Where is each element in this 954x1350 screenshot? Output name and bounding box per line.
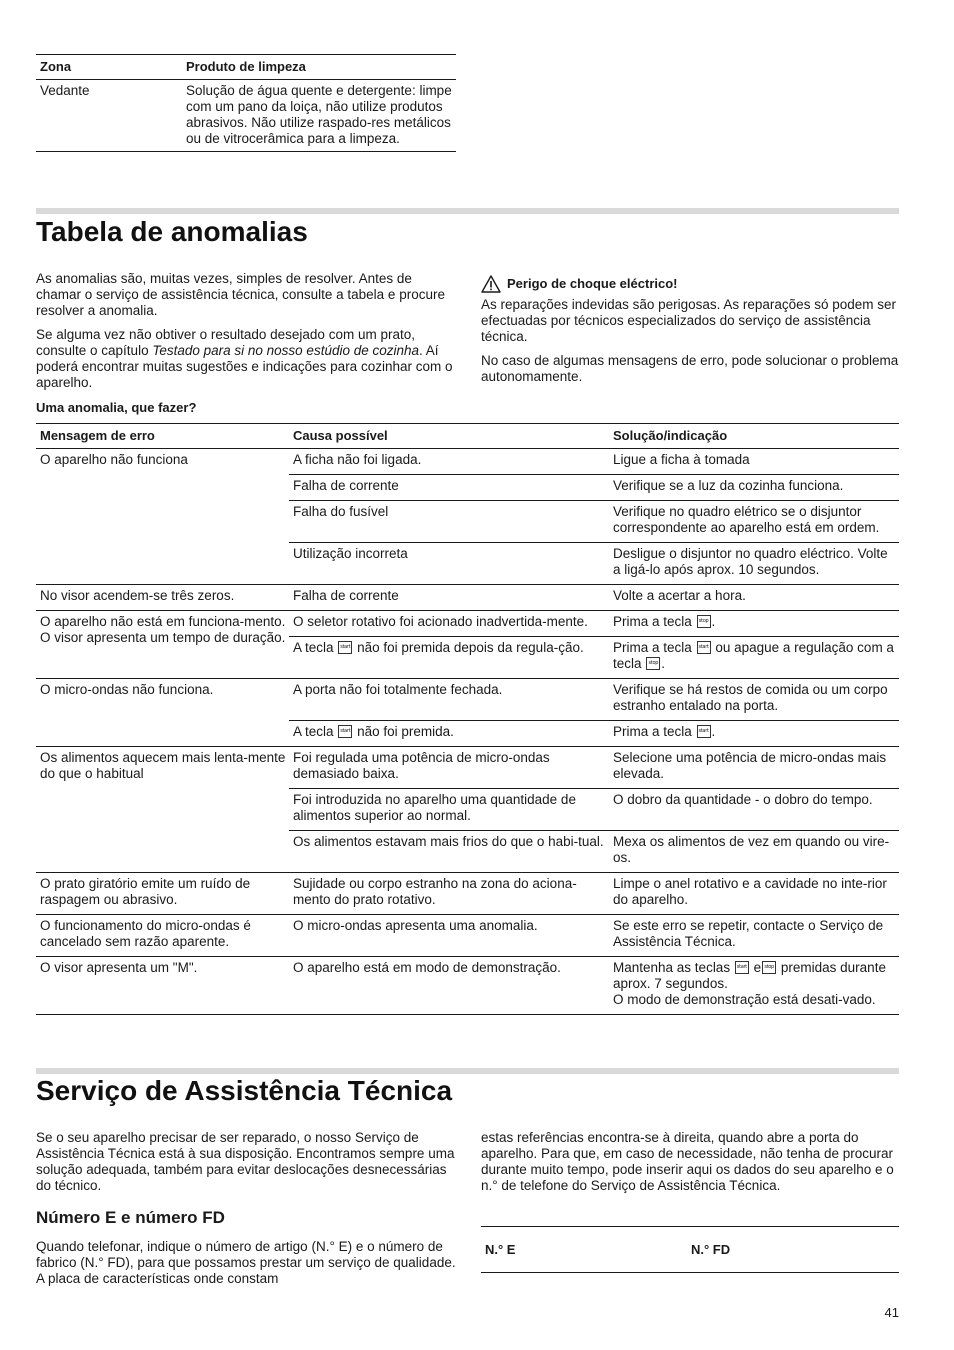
service-title: Serviço de Assistência Técnica [36, 1075, 453, 1106]
cause-row [289, 957, 899, 1014]
solution-cell: O dobro da quantidade - o dobro do tempo. [613, 792, 873, 807]
fd-number-label: N.° FD [691, 1241, 731, 1257]
cause-row [289, 543, 899, 584]
solution-cell: Selecione uma potência de micro-ondas mais elevada. [613, 750, 887, 781]
cause-cell: A porta não foi totalmente fechada. [293, 682, 503, 697]
table-row [36, 915, 899, 957]
table-row [36, 611, 899, 679]
cause-cell: Foi introduzida no aparelho uma quantidade de alimentos superior ao normal. [293, 792, 576, 823]
solution-cell: Prima a tecla stop . [613, 614, 716, 629]
solution-cell: Mexa os alimentos de vez em quando ou vire-os. [613, 834, 890, 865]
error-message: O funcionamento do micro-ondas é cancelado sem razão aparente. [40, 918, 251, 949]
service-paragraph: Se o seu aparelho precisar de ser reparado, o nosso Serviço de Assistência Técnica está à sua disposição. Encontramos sempre uma solução adequada, também para evitar deslocações desnecessárias do técnico. [36, 1130, 455, 1193]
error-message: O micro-ondas não funciona. [40, 682, 214, 697]
cause-cell: A ficha não foi ligada. [293, 452, 422, 467]
cause-row [289, 501, 899, 543]
cleaning-table [36, 54, 456, 152]
cause-cell: Falha do fusível [293, 504, 389, 519]
cause-row [289, 873, 899, 914]
cause-row [289, 831, 899, 872]
anomalies-title: Tabela de anomalias [36, 216, 308, 247]
service-right-column [481, 1130, 899, 1194]
solution-cell: Limpe o anel rotativo e a cavidade no inte-rior do aparelho. [613, 876, 887, 907]
section-divider [36, 208, 899, 214]
cause-cell: O seletor rotativo foi acionado inadvertida-mente. [293, 614, 588, 629]
product-cell: Solução de água quente e detergente: limpe com um pano da loiça, não utilize produtos abrasivos. Não utilize raspado-res metálicos ou de vitrocerâmica para a limpeza. [186, 83, 452, 146]
cause-cell: O micro-ondas apresenta uma anomalia. [293, 918, 538, 933]
cause-row [289, 637, 899, 678]
stop-key-icon: stop [762, 961, 776, 974]
cause-row [289, 475, 899, 501]
cause-cell: Os alimentos estavam mais frios do que o habi-tual. [293, 834, 604, 849]
service-paragraph: estas referências encontra-se à direita, quando abre a porta do aparelho. Para que, em caso de necessidade, não tenha de procurar durante muito tempo, pode inserir aqui os dados do seu aparelho e o n.° de telefone do Serviço de Assistência Técnica. [481, 1130, 894, 1193]
solution-cell: Verifique se a luz da cozinha funciona. [613, 478, 844, 493]
warning-triangle-icon [481, 275, 501, 293]
header-product: Produto de limpeza [186, 59, 306, 74]
header-cause: Causa possível [293, 428, 388, 443]
table-row [36, 449, 899, 585]
cause-cell: Falha de corrente [293, 588, 399, 603]
cause-row [289, 585, 899, 610]
solution-cell: Prima a tecla start . [613, 724, 716, 739]
solution-cell: Ligue a ficha à tomada [613, 452, 750, 467]
header-message: Mensagem de erro [40, 428, 155, 443]
cause-cell: Foi regulada uma potência de micro-ondas demasiado baixa. [293, 750, 550, 781]
intro-paragraph: Se alguma vez não obtiver o resultado desejado com um prato, consulte o capítulo Testado para si no nosso estúdio de cozinha. Aí poderá encontrar muitas sugestões e indicações para cozinhar com o aparelho. [36, 327, 453, 390]
solution-cell: Se este erro se repetir, contacte o Serviço de Assistência Técnica. [613, 918, 884, 949]
warning-paragraph: As reparações indevidas são perigosas. As reparações só podem ser efectuadas por técnicos especializados do serviço de assistência técnica. [481, 297, 896, 344]
start-key-icon: start [697, 641, 711, 654]
header-solution: Solução/indicação [613, 428, 728, 443]
chapter-reference: Testado para si no nosso estúdio de cozinha [152, 343, 420, 358]
stop-key-icon: stop [646, 657, 660, 670]
cause-cell: Falha de corrente [293, 478, 399, 493]
section-divider [36, 1068, 899, 1074]
start-key-icon: start [338, 641, 352, 654]
warning-heading: Perigo de choque eléctrico! [481, 275, 899, 293]
cause-cell: Sujidade ou corpo estranho na zona do aciona-mento do prato rotativo. [293, 876, 577, 907]
solution-cell: Verifique no quadro elétrico se o disjuntor correspondente ao aparelho está em ordem. [613, 504, 880, 535]
solution-cell: Volte a acertar a hora. [613, 588, 746, 603]
table-row [36, 80, 456, 152]
cause-row [289, 611, 899, 637]
cause-row [289, 721, 899, 746]
cause-cell: A tecla start não foi premida. [293, 724, 454, 739]
page-number: 41 [884, 1305, 899, 1320]
solution-cell: Desligue o disjuntor no quadro eléctrico. Volte a ligá-lo após aprox. 10 segundos. [613, 546, 888, 577]
solution-cell: Mantenha as teclas start e stop premidas durante aprox. 7 segundos. O modo de demonstração está desati-vado. [613, 960, 886, 1007]
anomalies-table-header [36, 423, 899, 449]
cause-cell: Utilização incorreta [293, 546, 408, 561]
e-fd-subtitle: Número E e número FD [36, 1208, 225, 1227]
error-message: O prato giratório emite um ruído de raspagem ou abrasivo. [40, 876, 251, 907]
cleaning-table-header [36, 54, 456, 80]
cause-row [289, 747, 899, 789]
warning-paragraph: No caso de algumas mensagens de erro, pode solucionar o problema autonomamente. [481, 353, 899, 384]
start-key-icon: start [697, 725, 711, 738]
stop-key-icon: stop [697, 615, 711, 628]
table-row [36, 873, 899, 915]
error-message: O visor apresenta um "M". [40, 960, 198, 975]
error-message: Os alimentos aquecem mais lenta-mente do que o habitual [40, 750, 286, 781]
cause-row [289, 449, 899, 475]
solution-cell: Prima a tecla start ou apague a regulação com a tecla stop . [613, 640, 894, 671]
start-key-icon: start [338, 725, 352, 738]
service-left-column [36, 1130, 456, 1194]
cause-row [289, 915, 899, 956]
what-to-do-heading: Uma anomalia, que fazer? [36, 400, 197, 415]
start-key-icon: start [735, 961, 749, 974]
error-message: No visor acendem-se três zeros. [40, 588, 235, 603]
warning-block [481, 275, 899, 385]
service-left-column-2 [36, 1239, 456, 1287]
table-row [36, 585, 899, 611]
e-number-label: N.° E [485, 1241, 516, 1257]
e-fd-table [481, 1226, 899, 1273]
zone-cell: Vedante [40, 83, 90, 98]
solution-cell: Verifique se há restos de comida ou um corpo estranho entalado na porta. [613, 682, 888, 713]
anomalies-table [36, 423, 899, 1015]
cause-cell: O aparelho está em modo de demonstração. [293, 960, 561, 975]
cause-row [289, 679, 899, 721]
anomalies-intro [36, 271, 456, 391]
table-row [36, 747, 899, 873]
table-row [36, 957, 899, 1015]
intro-paragraph: As anomalias são, muitas vezes, simples de resolver. Antes de chamar o serviço de assistência técnica, consulte a tabela e procure resolver a anomalia. [36, 271, 445, 318]
service-paragraph: Quando telefonar, indique o número de artigo (N.° E) e o número de fabrico (N.° FD), para que possamos prestar um serviço de qualidade. A placa de características onde constam [36, 1239, 456, 1286]
header-zone: Zona [40, 59, 72, 74]
table-row [36, 679, 899, 747]
cause-row [289, 789, 899, 831]
cause-cell: A tecla start não foi premida depois da regula-ção. [293, 640, 584, 655]
error-message: O aparelho não está em funciona-mento. O visor apresenta um tempo de duração. [40, 614, 286, 645]
error-message: O aparelho não funciona [40, 452, 188, 467]
